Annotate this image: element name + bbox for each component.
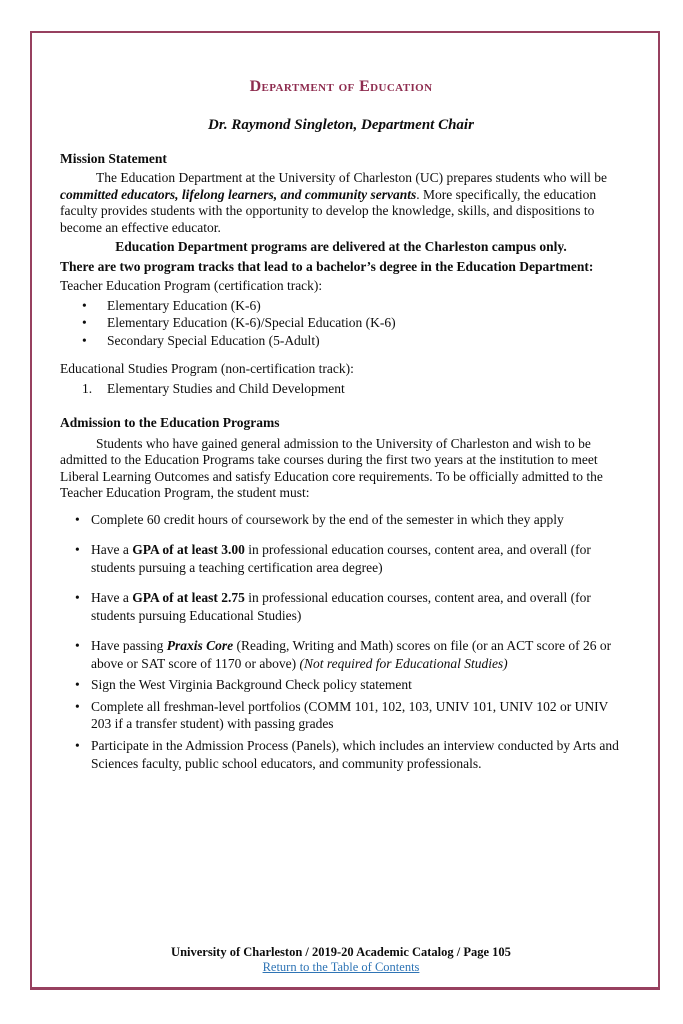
studies-program-list xyxy=(60,380,622,398)
admission-heading: Admission to the Education Programs xyxy=(60,415,280,431)
number-marker: 1. xyxy=(82,380,93,396)
mission-text-emphasis: committed educators, lifelong learners, and community servants xyxy=(60,186,417,202)
list-item xyxy=(75,698,622,733)
list-item xyxy=(82,380,622,398)
page-title: Department of Education xyxy=(249,78,433,95)
list-item xyxy=(75,737,622,772)
page-frame xyxy=(30,31,660,990)
list-item-text: Participate in the Admission Process (Panels), which includes an interview conducted by Arts and Sciences faculty, public school educators, and community professionals. xyxy=(91,738,619,771)
list-item-text: Complete all freshman-level portfolios (COMM 101, 102, 103, UNIV 101, UNIV 102 or UNIV 203 if a transfer student) with passing grades xyxy=(91,698,609,732)
list-item xyxy=(82,297,622,315)
list-item-text: Elementary Education (K-6)/Special Education (K-6) xyxy=(107,315,396,331)
mission-text-post: . More specifically, the education faculty provides students with the opportunity to develop the knowledge, skills, and dispositions to become an effective educator. xyxy=(60,186,597,235)
teacher-program-label: Teacher Education Program (certification track): xyxy=(60,278,323,294)
bullet-icon: • xyxy=(75,677,80,693)
department-chair-line: Dr. Raymond Singleton, Department Chair xyxy=(208,116,474,133)
list-item-text: Sign the West Virginia Background Check policy statement xyxy=(91,677,412,693)
mission-paragraph xyxy=(60,170,622,236)
teacher-program-list xyxy=(60,297,622,350)
mission-text-pre: The Education Department at the University of Charleston (UC) prepares students who will be xyxy=(96,170,607,186)
list-item-text: Elementary Education (K-6) xyxy=(107,297,261,313)
list-item-text: Secondary Special Education (5-Adult) xyxy=(107,332,320,348)
list-item-text: Have a GPA of at least 3.00 in professional education courses, content area, and overall (for students pursuing a teaching certification area degree) xyxy=(91,542,591,575)
list-item-text: Have a GPA of at least 2.75 in professional education courses, content area, and overall (for students pursuing Educational Studies) xyxy=(91,590,591,623)
bullet-icon: • xyxy=(75,590,80,606)
list-item xyxy=(75,511,622,529)
list-item xyxy=(75,637,622,672)
list-item xyxy=(82,314,622,332)
return-to-toc-link[interactable]: Return to the Table of Contents xyxy=(262,959,420,974)
bullet-icon: • xyxy=(75,698,80,714)
bullet-icon: • xyxy=(75,542,80,558)
studies-program-label: Educational Studies Program (non-certification track): xyxy=(60,361,354,377)
list-item xyxy=(75,676,622,694)
list-item-text: Complete 60 credit hours of coursework by the end of the semester in which they apply xyxy=(91,511,564,527)
list-item-text: Have passing Praxis Core (Reading, Writing and Math) scores on file (or an ACT score of 26 or above or SAT score of 1170 or above) (Not required for Educational Studies) xyxy=(91,638,612,671)
list-item xyxy=(82,332,622,350)
list-item-text: Elementary Studies and Child Development xyxy=(107,380,345,396)
footer-citation: University of Charleston / 2019-20 Academic Catalog / Page 105 xyxy=(171,944,511,959)
bullet-icon: • xyxy=(82,332,87,348)
bullet-icon: • xyxy=(82,297,87,313)
bullet-icon: • xyxy=(75,511,80,527)
mission-heading: Mission Statement xyxy=(60,150,167,166)
admission-intro: Students who have gained general admission to the University of Charleston and wish to be admitted to the Education Programs take courses during the first two years at the institution to meet Liberal Learning Outcomes and satisfy Education core requirements. To be officially admitted to the Teacher Education Program, the student must: xyxy=(60,435,603,501)
list-item xyxy=(75,589,622,624)
bullet-icon: • xyxy=(75,738,80,754)
bullet-icon: • xyxy=(75,638,80,654)
admission-requirements-list xyxy=(60,511,622,777)
campus-note: Education Department programs are delivered at the Charleston campus only. xyxy=(115,239,567,255)
tracks-heading: There are two program tracks that lead to a bachelor’s degree in the Education Department: xyxy=(60,258,594,274)
page-content xyxy=(32,33,658,987)
list-item xyxy=(75,541,622,576)
bullet-icon: • xyxy=(82,315,87,331)
page-footer xyxy=(60,945,622,978)
